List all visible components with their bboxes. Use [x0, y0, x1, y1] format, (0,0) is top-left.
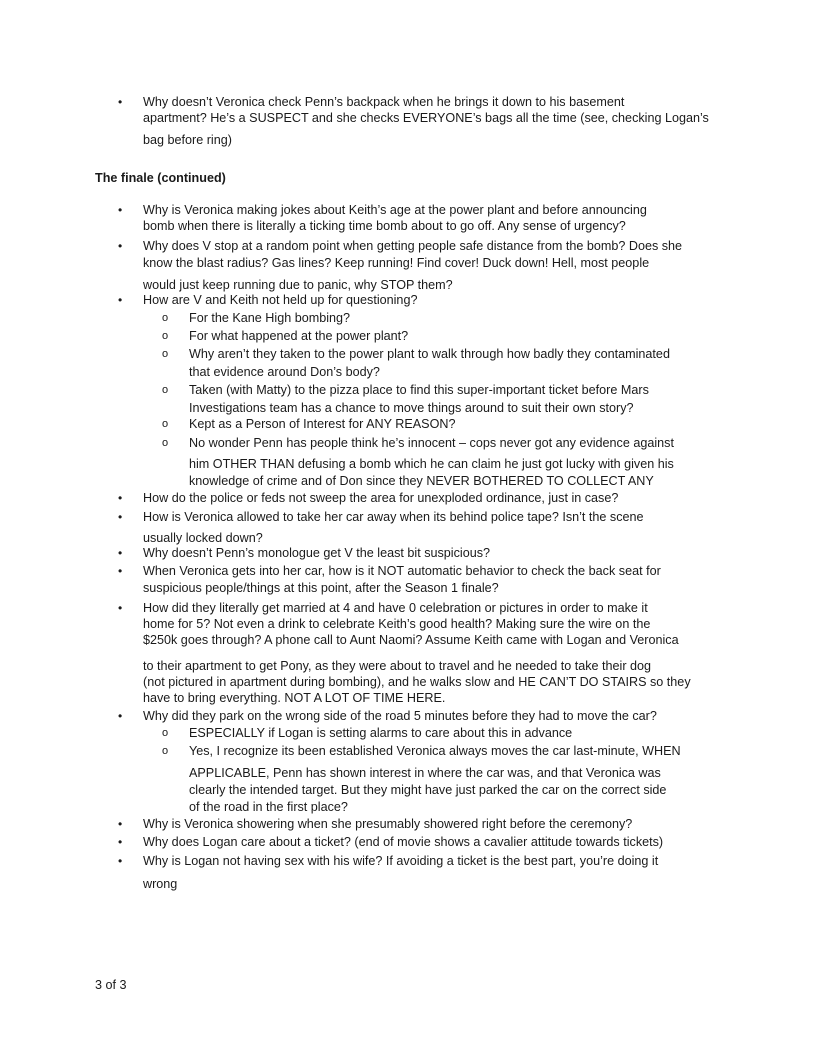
bullet-marker: •: [118, 817, 123, 831]
bullet-marker: •: [118, 293, 123, 307]
question-text: Why doesn’t Veronica check Penn’s backpack when he brings it down to his basement: [143, 95, 625, 109]
sub-bullet-marker: o: [162, 437, 169, 449]
bullet-marker: •: [118, 835, 123, 849]
question-text: (not pictured in apartment during bombing), and he walks slow and HE CAN’T DO STAIRS so they: [143, 675, 691, 689]
question-text: apartment? He’s a SUSPECT and she checks EVERYONE’s bags all the time (see, checking Logan’s: [143, 111, 709, 125]
sub-question-text: Kept as a Person of Interest for ANY REASON?: [189, 417, 456, 431]
question-text: How is Veronica allowed to take her car away when its behind police tape? Isn’t the scene: [143, 510, 644, 524]
question-text: home for 5? Not even a drink to celebrate Keith’s good health? Making sure the wire on the: [143, 617, 651, 631]
question-text: How do the police or feds not sweep the area for unexploded ordinance, just in case?: [143, 491, 619, 505]
sub-question-text: For what happened at the power plant?: [189, 329, 409, 343]
bullet-marker: •: [118, 601, 123, 615]
bullet-marker: •: [118, 203, 123, 217]
question-text: How did they literally get married at 4 and have 0 celebration or pictures in order to make it: [143, 601, 648, 615]
question-text: have to bring everything. NOT A LOT OF TIME HERE.: [143, 691, 446, 705]
sub-question-text: of the road in the first place?: [189, 800, 348, 814]
question-text: know the blast radius? Gas lines? Keep running! Find cover! Duck down! Hell, most people: [143, 256, 650, 270]
question-text: Why is Veronica showering when she presumably showered right before the ceremony?: [143, 817, 633, 831]
page-number: 3 of 3: [95, 978, 127, 992]
sub-question-text: Yes, I recognize its been established Veronica always moves the car last-minute, WHEN: [189, 744, 681, 758]
question-text: wrong: [143, 877, 178, 891]
bullet-marker: •: [118, 854, 123, 868]
bullet-marker: •: [118, 239, 123, 253]
question-text: Why does V stop at a random point when getting people safe distance from the bomb? Does she: [143, 239, 683, 253]
question-text: suspicious people/things at this point, after the Season 1 finale?: [143, 581, 499, 595]
bullet-marker: •: [118, 546, 123, 560]
sub-bullet-marker: o: [162, 727, 169, 739]
section-heading: The finale (continued): [95, 171, 226, 185]
bullet-marker: •: [118, 709, 123, 723]
question-text: would just keep running due to panic, why STOP them?: [143, 278, 453, 292]
question-text: bag before ring): [143, 133, 232, 147]
question-text: Why did they park on the wrong side of the road 5 minutes before they had to move the car?: [143, 709, 657, 723]
sub-question-text: him OTHER THAN defusing a bomb which he can claim he just got lucky with given his: [189, 457, 674, 471]
sub-question-text: No wonder Penn has people think he’s innocent – cops never got any evidence against: [189, 436, 674, 450]
question-text: Why is Logan not having sex with his wife? If avoiding a ticket is the best part, you’re doing it: [143, 854, 659, 868]
sub-question-text: For the Kane High bombing?: [189, 311, 351, 325]
question-text: When Veronica gets into her car, how is it NOT automatic behavior to check the back seat for: [143, 564, 661, 578]
sub-question-text: Taken (with Matty) to the pizza place to find this super-important ticket before Mars: [189, 383, 649, 397]
sub-bullet-marker: o: [162, 745, 169, 757]
question-text: to their apartment to get Pony, as they were about to travel and he needed to take their dog: [143, 659, 652, 673]
sub-question-text: APPLICABLE, Penn has shown interest in where the car was, and that Veronica was: [189, 766, 661, 780]
sub-question-text: that evidence around Don’s body?: [189, 365, 380, 379]
sub-bullet-marker: o: [162, 330, 169, 342]
sub-question-text: ESPECIALLY if Logan is setting alarms to care about this in advance: [189, 726, 573, 740]
question-text: Why is Veronica making jokes about Keith’s age at the power plant and before announcing: [143, 203, 647, 217]
sub-question-text: clearly the intended target. But they might have just parked the car on the correct side: [189, 783, 667, 797]
question-text: $250k goes through? A phone call to Aunt Naomi? Assume Keith came with Logan and Veronica: [143, 633, 679, 647]
sub-question-text: Investigations team has a chance to move things around to suit their own story?: [189, 401, 634, 415]
sub-bullet-marker: o: [162, 348, 169, 360]
sub-bullet-marker: o: [162, 312, 169, 324]
question-text: usually locked down?: [143, 531, 263, 545]
sub-bullet-marker: o: [162, 418, 169, 430]
bullet-marker: •: [118, 564, 123, 578]
question-text: Why doesn’t Penn’s monologue get V the least bit suspicious?: [143, 546, 491, 560]
bullet-marker: •: [118, 491, 123, 505]
sub-question-text: Why aren’t they taken to the power plant to walk through how badly they contaminated: [189, 347, 670, 361]
question-text: Why does Logan care about a ticket? (end of movie shows a cavalier attitude towards tickets): [143, 835, 664, 849]
bullet-marker: •: [118, 95, 123, 109]
question-text: How are V and Keith not held up for questioning?: [143, 293, 418, 307]
bullet-marker: •: [118, 510, 123, 524]
sub-question-text: knowledge of crime and of Don since they NEVER BOTHERED TO COLLECT ANY: [189, 474, 654, 488]
sub-bullet-marker: o: [162, 384, 169, 396]
question-text: bomb when there is literally a ticking time bomb about to go off. Any sense of urgency?: [143, 219, 626, 233]
